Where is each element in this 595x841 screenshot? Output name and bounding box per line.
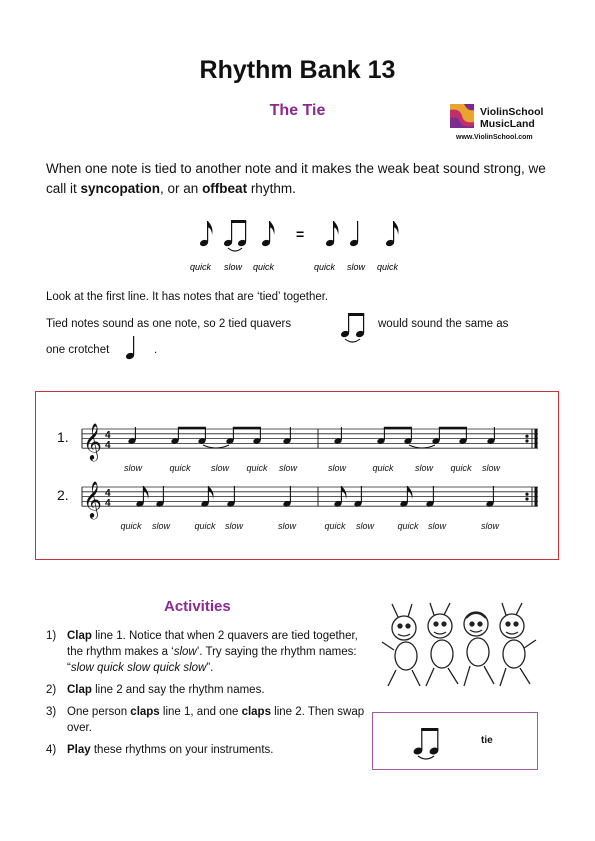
activity-item-2 bbox=[46, 682, 366, 698]
line-number: 2. bbox=[57, 487, 69, 503]
explanation-line-2-after: would sound the same as bbox=[378, 318, 509, 330]
activity-number: 4) bbox=[46, 744, 57, 756]
activity-number: 3) bbox=[46, 706, 57, 718]
activity-number: 2) bbox=[46, 684, 57, 696]
activity-text: One person bbox=[67, 706, 131, 718]
quaver-note-icon bbox=[325, 221, 338, 247]
rhythm-label: slow bbox=[278, 463, 298, 474]
syncopation-term: syncopation bbox=[80, 181, 161, 196]
activity-number: 1) bbox=[46, 630, 57, 642]
violinschool-logo bbox=[450, 104, 560, 146]
rhythm-label: slow bbox=[123, 463, 143, 474]
crotchet-note-icon bbox=[349, 221, 359, 247]
crotchet-inline-icon bbox=[124, 332, 140, 362]
rhythm-label: quick bbox=[120, 521, 142, 532]
intro-text-before: When one note is tied to another note and it makes the weak beat sound strong, we call it bbox=[46, 161, 546, 196]
tie-curve bbox=[409, 445, 435, 448]
note-flag bbox=[341, 486, 346, 499]
explanation-line-2-before: Tied notes sound as one note, so 2 tied quavers bbox=[46, 318, 292, 330]
activity-verb: Clap bbox=[67, 684, 92, 696]
tied-quavers-icon bbox=[223, 221, 247, 251]
activity-verb: Play bbox=[67, 744, 91, 756]
activity-text: line 1, and one bbox=[159, 706, 242, 718]
repeat-dot bbox=[525, 435, 528, 438]
time-signature-bottom: 4 bbox=[105, 440, 111, 451]
rhythm-label: slow bbox=[210, 463, 230, 474]
treble-clef-icon: 𝄞 bbox=[83, 423, 102, 460]
rhythm-label: slow bbox=[480, 521, 500, 532]
rhythm-equation bbox=[180, 215, 420, 277]
rhythm-label: quick bbox=[324, 521, 346, 532]
eq-right-label-1: quick bbox=[314, 262, 336, 272]
intro-paragraph bbox=[46, 159, 546, 199]
rhythm-label: slow bbox=[481, 463, 501, 474]
page-title: Rhythm Bank 13 bbox=[199, 56, 396, 84]
quaver-note-icon bbox=[261, 221, 274, 247]
repeat-dot bbox=[525, 439, 528, 442]
logo-url: www.ViolinSchool.com bbox=[456, 134, 533, 141]
time-signature-bottom: 4 bbox=[105, 498, 111, 509]
rhythm-label: quick bbox=[194, 521, 216, 532]
note-flag bbox=[143, 486, 148, 499]
eq-left-label-2: slow bbox=[224, 262, 243, 272]
activity-verb: claps bbox=[241, 706, 271, 718]
rhythm-label: quick bbox=[169, 463, 191, 474]
activity-text: line 2 and say the rhythm names. bbox=[91, 684, 265, 696]
note-flag bbox=[208, 486, 213, 499]
activity-verb: Clap bbox=[67, 630, 92, 642]
equals-sign: = bbox=[296, 226, 305, 242]
rhythm-label: slow bbox=[277, 521, 297, 532]
rhythm-label: slow bbox=[224, 521, 244, 532]
eq-right-label-2: slow bbox=[347, 262, 366, 272]
eq-left-label-1: quick bbox=[190, 262, 212, 272]
activity-text: ’. Try saying the rhythm names: “ bbox=[67, 646, 357, 674]
rhythm-label: slow bbox=[355, 521, 375, 532]
marching-ants-icon bbox=[378, 600, 538, 692]
activity-item-3 bbox=[46, 704, 366, 736]
tie-curve bbox=[203, 445, 229, 448]
logo-mark-icon bbox=[450, 104, 474, 128]
activity-verb: claps bbox=[130, 706, 160, 718]
tied-quavers-inline-icon bbox=[336, 308, 372, 346]
eq-right-label-3: quick bbox=[377, 262, 399, 272]
time-signature-top: 4 bbox=[105, 430, 111, 441]
intro-text-after: rhythm. bbox=[247, 181, 296, 196]
rhythm-label: quick bbox=[397, 521, 419, 532]
activities-list bbox=[46, 628, 366, 764]
tie-definition-box bbox=[372, 712, 538, 770]
page-subtitle: The Tie bbox=[269, 102, 326, 119]
explanation-line-1: Look at the first line. It has notes that are ‘tied’ together. bbox=[46, 291, 329, 303]
repeat-dot bbox=[525, 493, 528, 496]
rhythm-label: slow bbox=[151, 521, 171, 532]
treble-clef-icon: 𝄞 bbox=[83, 481, 102, 518]
explanation-line-3-after: . bbox=[154, 344, 158, 356]
rhythm-label: slow bbox=[427, 521, 447, 532]
logo-line-2: MusicLand bbox=[480, 118, 535, 130]
intro-text-middle: , or an bbox=[160, 181, 203, 196]
activity-item-4 bbox=[46, 742, 366, 758]
activity-item-1 bbox=[46, 628, 366, 676]
tied-quavers-icon bbox=[409, 723, 445, 763]
rhythm-label: slow bbox=[327, 463, 347, 474]
offbeat-term: offbeat bbox=[202, 181, 248, 196]
eq-left-label-3: quick bbox=[253, 262, 275, 272]
activity-italic: slow quick slow quick slow bbox=[70, 662, 207, 674]
quaver-note-icon bbox=[199, 221, 212, 247]
rhythm-label: slow bbox=[414, 463, 434, 474]
activity-text: line 2. Then swap over. bbox=[67, 706, 365, 734]
activity-text: line 1. Notice that when 2 quavers are tied together, the rhythm makes a ‘ bbox=[67, 630, 358, 658]
activities-title: Activities bbox=[164, 598, 231, 615]
rhythm-label: quick bbox=[450, 463, 472, 474]
quaver-note-icon bbox=[385, 221, 398, 247]
rhythm-score bbox=[35, 391, 559, 560]
activity-italic: slow bbox=[173, 646, 197, 658]
note-flag bbox=[407, 486, 412, 499]
activity-text: ”. bbox=[206, 662, 214, 674]
time-signature-top: 4 bbox=[105, 488, 111, 499]
logo-line-1: ViolinSchool bbox=[480, 106, 544, 118]
rhythm-label: quick bbox=[372, 463, 394, 474]
explanation-line-3-before: one crotchet bbox=[46, 344, 110, 356]
line-number: 1. bbox=[57, 429, 69, 445]
tie-label: tie bbox=[481, 735, 493, 746]
repeat-dot bbox=[525, 497, 528, 500]
rhythm-label: quick bbox=[246, 463, 268, 474]
activity-text: these rhythms on your instruments. bbox=[90, 744, 274, 756]
